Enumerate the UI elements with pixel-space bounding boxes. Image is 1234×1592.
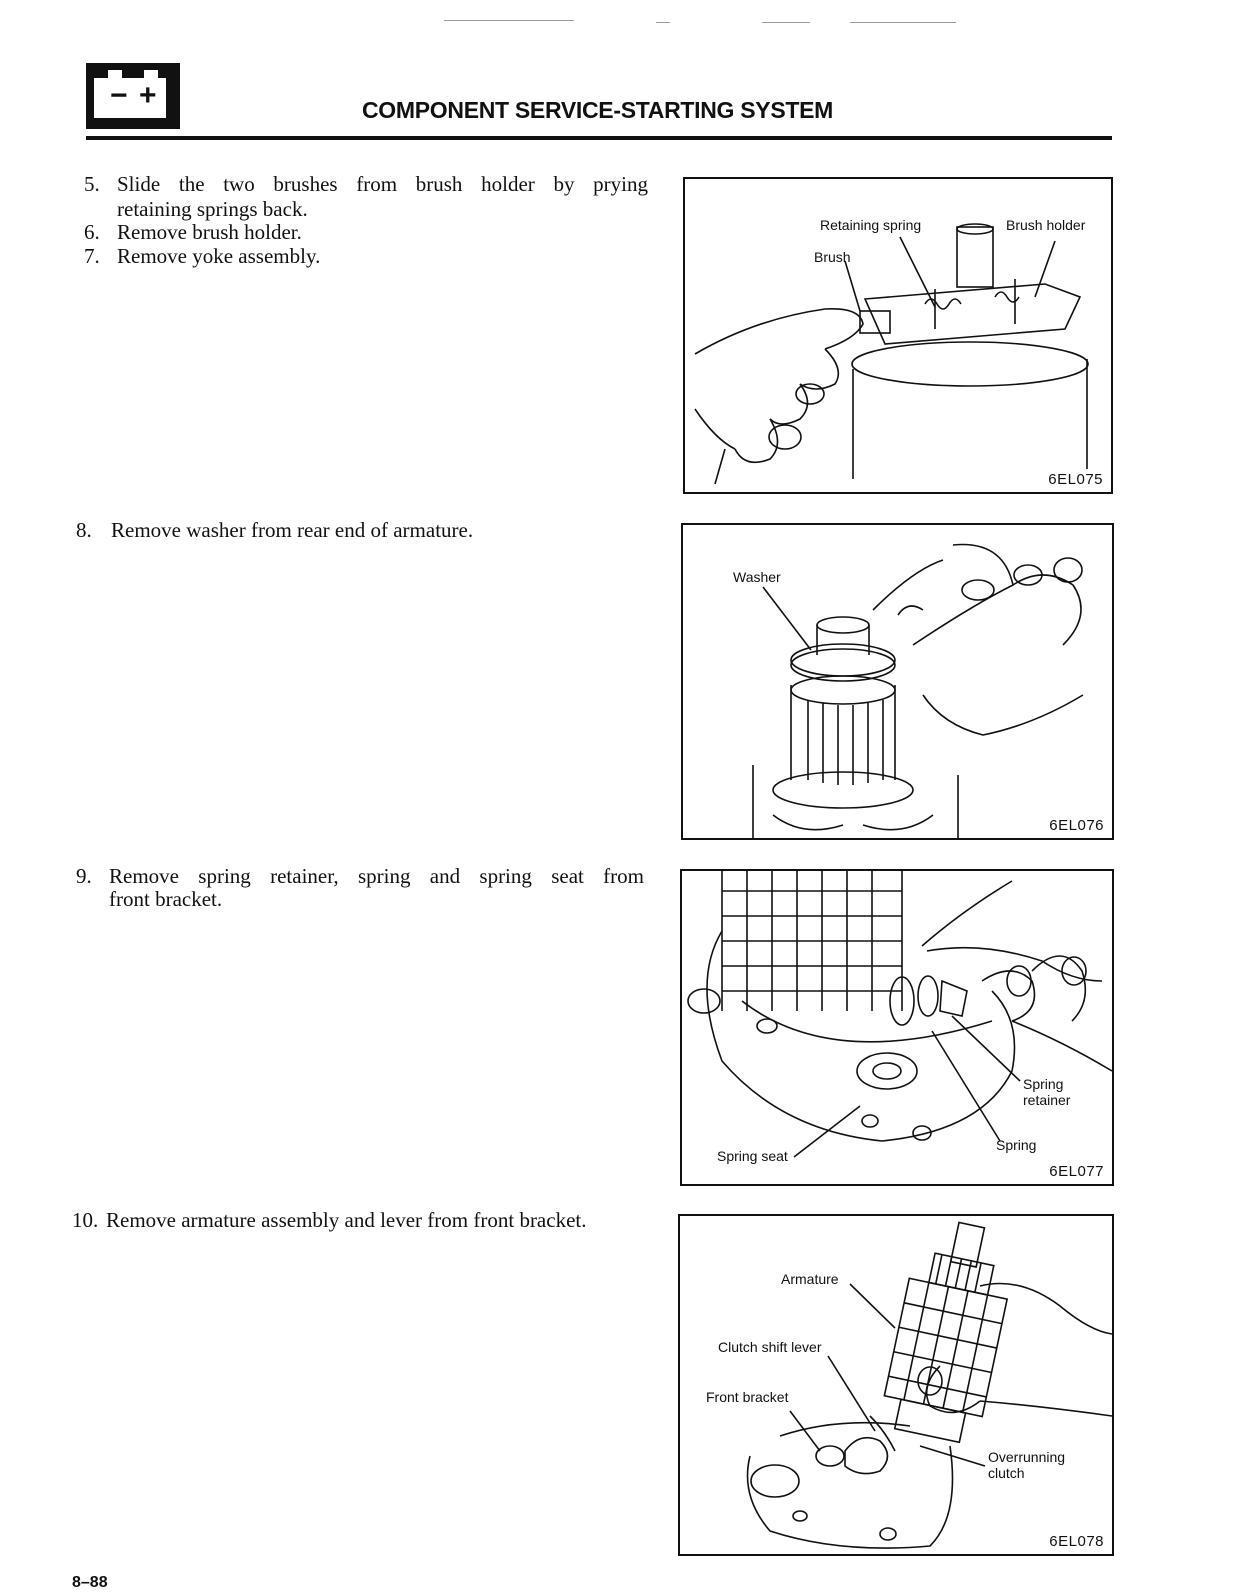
- battery-minus-sign: −: [110, 79, 128, 112]
- page-number: 8–88: [72, 1574, 108, 1591]
- label-spring-seat: Spring seat: [717, 1148, 788, 1164]
- scan-artifact-line: [850, 22, 956, 23]
- scan-artifact-line: [656, 22, 670, 23]
- label-brush-holder: Brush holder: [1006, 217, 1086, 233]
- armature-removal-illustration: [680, 1216, 1112, 1554]
- label-front-bracket: Front bracket: [706, 1389, 789, 1405]
- battery-plus-sign: +: [139, 79, 157, 112]
- step-text: retaining springs back.: [117, 197, 308, 221]
- figure-code: 6EL077: [1049, 1163, 1104, 1180]
- step-7: [84, 244, 648, 268]
- label-retaining-spring: Retaining spring: [820, 217, 922, 233]
- step-text: Remove spring retainer, spring and spring seat from: [109, 864, 644, 888]
- figure-spring-retainer-removal: [680, 869, 1114, 1186]
- step-number: 7.: [84, 244, 100, 268]
- figure-washer-removal: [681, 523, 1114, 840]
- step-number: 5.: [84, 172, 100, 196]
- header-rule: [86, 136, 1112, 140]
- step-text: Slide the two brushes from brush holder by prying: [117, 172, 648, 196]
- scan-artifact-line: [444, 20, 574, 21]
- step-8: [76, 518, 636, 542]
- spring-retainer-illustration: [682, 871, 1112, 1184]
- figure-code: 6EL078: [1049, 1533, 1104, 1550]
- step-9: [76, 864, 644, 912]
- step-number: 9.: [76, 864, 92, 888]
- label-spring: Spring: [996, 1137, 1037, 1153]
- battery-icon: [86, 63, 180, 129]
- figure-code: 6EL075: [1048, 471, 1103, 488]
- label-clutch-shift-lever: Clutch shift lever: [718, 1339, 822, 1355]
- step-number: 6.: [84, 220, 100, 244]
- step-text: Remove brush holder.: [117, 220, 302, 244]
- step-10: [72, 1208, 642, 1232]
- figure-armature-removal: [678, 1214, 1114, 1556]
- step-6: [84, 220, 648, 244]
- label-armature: Armature: [781, 1271, 839, 1287]
- figure-brush-removal: [683, 177, 1113, 494]
- battery-face: [94, 78, 166, 118]
- page-title: COMPONENT SERVICE-STARTING SYSTEM: [362, 97, 834, 123]
- figure-code: 6EL076: [1049, 817, 1104, 834]
- label-overrunning-clutch-line1: Overrunning: [988, 1449, 1066, 1465]
- label-spring-retainer-line1: Spring: [1023, 1076, 1064, 1092]
- label-brush: Brush: [814, 249, 851, 265]
- step-number: 10.: [72, 1208, 99, 1232]
- label-overrunning-clutch-line2: clutch: [988, 1465, 1025, 1481]
- scan-artifact-line: [762, 22, 810, 23]
- label-washer: Washer: [733, 569, 781, 585]
- step-text: Remove washer from rear end of armature.: [111, 518, 474, 542]
- step-number: 8.: [76, 518, 92, 542]
- step-text: front bracket.: [109, 887, 223, 911]
- step-text: Remove armature assembly and lever from front bracket.: [106, 1208, 587, 1232]
- step-5: [84, 172, 648, 220]
- step-text: Remove yoke assembly.: [117, 244, 321, 268]
- label-spring-retainer-line2: retainer: [1023, 1092, 1071, 1108]
